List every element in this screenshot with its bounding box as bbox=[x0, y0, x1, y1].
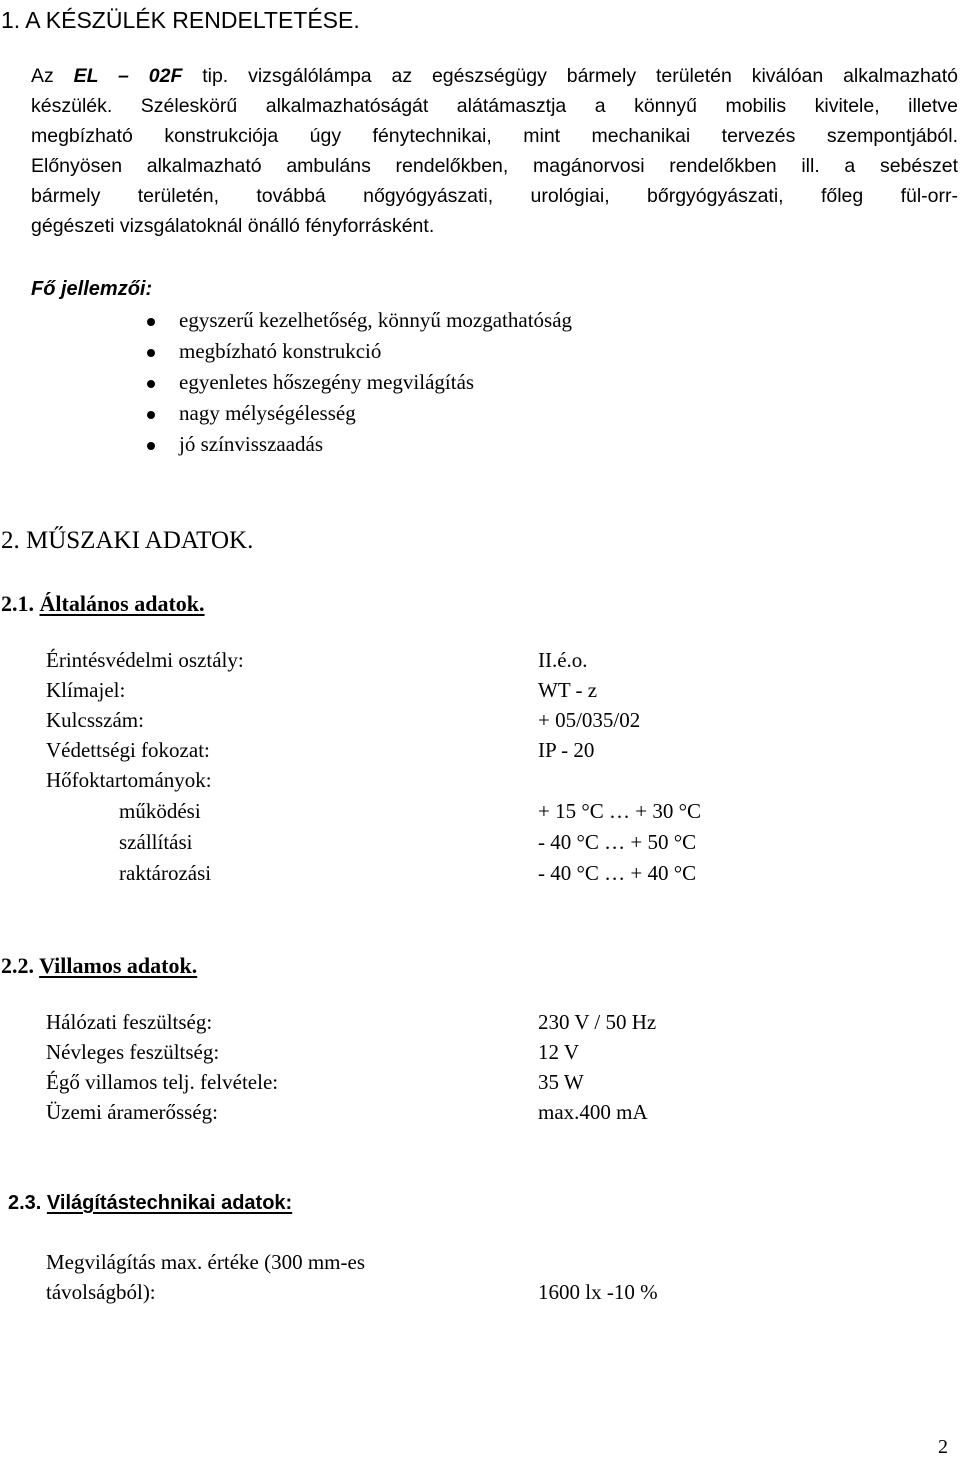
row-value: 1600 lx -10 % bbox=[538, 1280, 658, 1304]
data-row bbox=[119, 799, 960, 829]
general-data-heading bbox=[1, 591, 205, 617]
paragraph-line: készülék. Széleskörű alkalmazhatóságát alátámasztja a könnyű mobilis kivitele, illetve bbox=[31, 95, 958, 117]
row-label: Kulcsszám: bbox=[46, 708, 144, 732]
row-label: Égő villamos telj. felvétele: bbox=[46, 1070, 279, 1094]
list-item bbox=[0, 308, 700, 339]
row-label: Érintésvédelmi osztály: bbox=[46, 648, 244, 672]
row-value: + 15 °C … + 30 °C bbox=[538, 799, 701, 823]
feature-text: egyenletes hőszegény megvilágítás bbox=[179, 370, 475, 394]
row-value: 230 V / 50 Hz bbox=[538, 1010, 657, 1034]
row-label: Hálózati feszültség: bbox=[46, 1010, 213, 1034]
feature-text: jó színvisszaadás bbox=[179, 432, 324, 456]
bullet-icon bbox=[147, 318, 155, 326]
row-value: II.é.o. bbox=[538, 648, 588, 672]
bullet-icon bbox=[147, 411, 155, 419]
section1-heading: 1. A KÉSZÜLÉK RENDELTETÉSE. bbox=[1, 7, 360, 33]
list-item bbox=[0, 370, 700, 401]
paragraph-line: Előnyösen alkalmazható ambuláns rendelőkben, magánorvosi rendelőkben ill. a sebészet bbox=[31, 155, 958, 177]
subsection-number: 2.1. bbox=[1, 591, 34, 616]
bullet-icon bbox=[147, 442, 155, 450]
page-number: 2 bbox=[938, 1436, 948, 1458]
row-label: Megvilágítás max. értéke (300 mm-es bbox=[46, 1250, 365, 1274]
list-item bbox=[0, 339, 700, 370]
list-item bbox=[0, 432, 700, 463]
row-label: Üzemi áramerősség: bbox=[46, 1100, 219, 1124]
data-row bbox=[46, 738, 946, 768]
data-row bbox=[46, 1040, 946, 1070]
row-value: WT - z bbox=[538, 678, 598, 702]
subsection-number: 2.2. bbox=[1, 953, 34, 978]
subsection-title: Villamos adatok. bbox=[39, 953, 198, 978]
line-suffix: tip. vizsgálólámpa az egészségügy bármely területén kiválóan alkalmazható bbox=[182, 65, 958, 87]
data-row bbox=[46, 1100, 946, 1130]
row-label: szállítási bbox=[119, 830, 193, 854]
row-value: - 40 °C … + 50 °C bbox=[538, 830, 697, 854]
bullet-icon bbox=[147, 380, 155, 388]
bullet-icon bbox=[147, 349, 155, 357]
row-label: Hőfoktartományok: bbox=[46, 768, 212, 792]
row-value: max.400 mA bbox=[538, 1100, 648, 1124]
electrical-data-heading bbox=[1, 953, 197, 979]
subsection-title: Általános adatok. bbox=[39, 591, 205, 616]
paragraph-line: gégészeti vizsgálatoknál önálló fényforrásként. bbox=[31, 215, 435, 237]
data-row bbox=[46, 708, 946, 738]
data-row bbox=[46, 1250, 946, 1280]
feature-text: megbízható konstrukció bbox=[179, 339, 382, 363]
intro-paragraph bbox=[31, 61, 958, 241]
row-label: Klímajel: bbox=[46, 678, 126, 702]
row-value: + 05/035/02 bbox=[538, 708, 641, 732]
data-row bbox=[119, 861, 960, 891]
data-row bbox=[119, 830, 960, 860]
data-row bbox=[46, 678, 946, 708]
row-value: - 40 °C … + 40 °C bbox=[538, 861, 697, 885]
row-label: raktározási bbox=[119, 861, 212, 885]
data-row bbox=[46, 768, 946, 798]
line-prefix: Az bbox=[31, 65, 74, 87]
subsection-title: Világítástechnikai adatok: bbox=[46, 1192, 293, 1214]
row-label: Védettségi fokozat: bbox=[46, 738, 210, 762]
features-title: Fő jellemzői: bbox=[31, 278, 153, 300]
paragraph-line: megbízható konstrukciója úgy fénytechnikai, mint mechanikai tervezés szempontjából. bbox=[31, 125, 958, 147]
section2-heading: 2. MŰSZAKI ADATOK. bbox=[1, 527, 254, 554]
row-value: 35 W bbox=[538, 1070, 584, 1094]
data-row bbox=[46, 1070, 946, 1100]
data-row bbox=[46, 1280, 946, 1310]
feature-text: nagy mélységélesség bbox=[179, 401, 356, 425]
row-label: távolságból): bbox=[46, 1280, 156, 1304]
subsection-number: 2.3. bbox=[8, 1192, 42, 1214]
row-value: IP - 20 bbox=[538, 738, 595, 762]
row-label: működési bbox=[119, 799, 201, 823]
row-label: Névleges feszültség: bbox=[46, 1040, 220, 1064]
data-row bbox=[46, 648, 946, 678]
paragraph-line bbox=[31, 61, 958, 91]
list-item bbox=[0, 401, 700, 432]
paragraph-line: bármely területén, továbbá nőgyógyászati, urológiai, bőrgyógyászati, főleg fül-orr- bbox=[31, 185, 958, 207]
row-value: 12 V bbox=[538, 1040, 580, 1064]
model-name: EL – 02F bbox=[73, 65, 183, 87]
feature-text: egyszerű kezelhetőség, könnyű mozgathatóság bbox=[179, 308, 573, 332]
data-row bbox=[46, 1010, 946, 1040]
lighting-data-heading bbox=[8, 1192, 292, 1215]
